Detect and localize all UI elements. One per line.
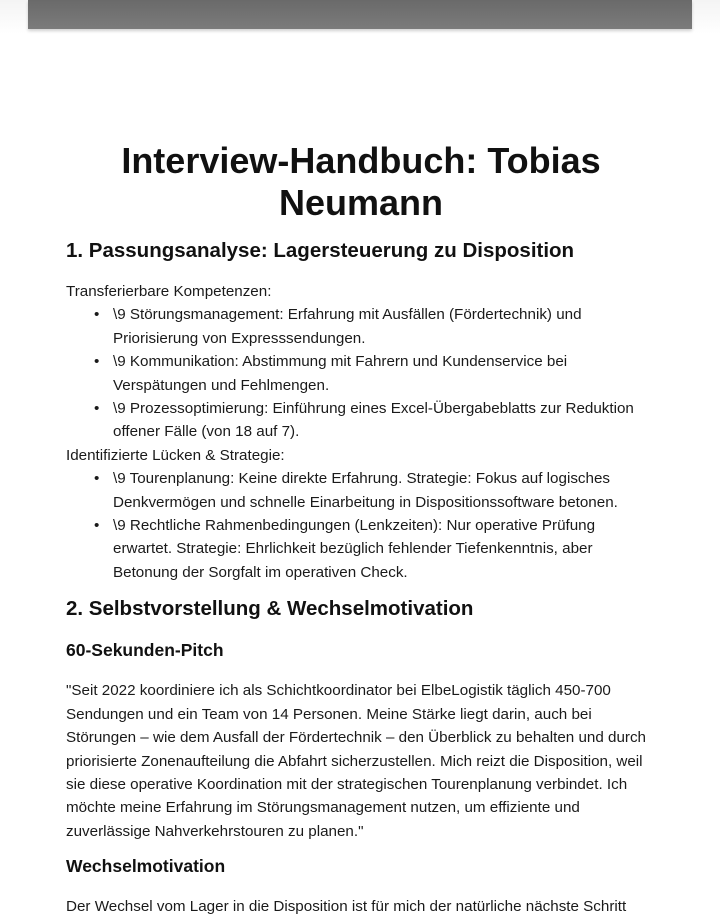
transfer-competencies-list [66, 303, 656, 443]
document-page [66, 140, 656, 919]
transfer-competencies-label: Transferierbare Kompetenzen: [66, 283, 272, 300]
list-item: • \9 Rechtliche Rahmenbedingungen (Lenkzeiten): Nur operative Prüfung erwartet. Strategie: Ehrlichkeit bezüglich fehlender Tiefenkenntnis, aber Betonung der Sorgfalt im operativen Check. [66, 514, 656, 584]
bullet-icon: • [94, 470, 100, 488]
gaps-strategy-label: Identifizierte Lücken & Strategie: [66, 446, 285, 464]
viewer-toolbar [28, 0, 692, 29]
subheading-motivation: Wechselmotivation [66, 856, 226, 877]
list-item: • \9 Kommunikation: Abstimmung mit Fahrern und Kundenservice bei Verspätungen und Fehlmengen. [66, 350, 656, 397]
subheading-pitch: 60-Sekunden-Pitch [66, 640, 224, 661]
list-item: • \9 Störungsmanagement: Erfahrung mit Ausfällen (Fördertechnik) und Priorisierung von Expresssendungen. [66, 303, 656, 350]
list-item: • \9 Prozessoptimierung: Einführung eines Excel-Übergabeblatts zur Reduktion offener Fälle (von 18 auf 7). [66, 397, 656, 444]
bullet-icon: • [94, 306, 100, 324]
list-item: • \9 Tourenplanung: Keine direkte Erfahrung. Strategie: Fokus auf logisches Denkvermögen und schnelle Einarbeitung in Dispositionssoftware betonen. [66, 467, 656, 514]
bullet-icon: • [94, 517, 100, 535]
pitch-paragraph: "Seit 2022 koordiniere ich als Schichtkoordinator bei ElbeLogistik täglich 450-700 Sendungen und ein Team von 14 Personen. Meine Stärke liegt darin, auch bei Störungen – wie dem Ausfall der Fördertechnik – den Überblick zu behalten und durch priorisierte Zonenaufteilung die Abfahrt sicherzustellen. Mich reizt die Disposition, weil sie diese operative Koordination mit der strategischen Tourenplanung verbindet. Ich möchte meine Erfahrung im Störungsmanagement nutzen, um effiziente und zuverlässige Nahverkehrstouren zu planen." [66, 682, 647, 840]
gaps-strategy-list [66, 467, 656, 584]
section-heading-self-presentation: 2. Selbstvorstellung & Wechselmotivation [66, 597, 474, 621]
bullet-icon: • [94, 400, 100, 418]
bullet-icon: • [94, 353, 100, 371]
document-title: Interview-Handbuch: Tobias Neumann [121, 140, 601, 223]
motivation-paragraph: Der Wechsel vom Lager in die Disposition ist für mich der natürliche nächste Schritt [66, 898, 627, 916]
section-heading-fit-analysis: 1. Passungsanalyse: Lagersteuerung zu Disposition [66, 239, 575, 262]
